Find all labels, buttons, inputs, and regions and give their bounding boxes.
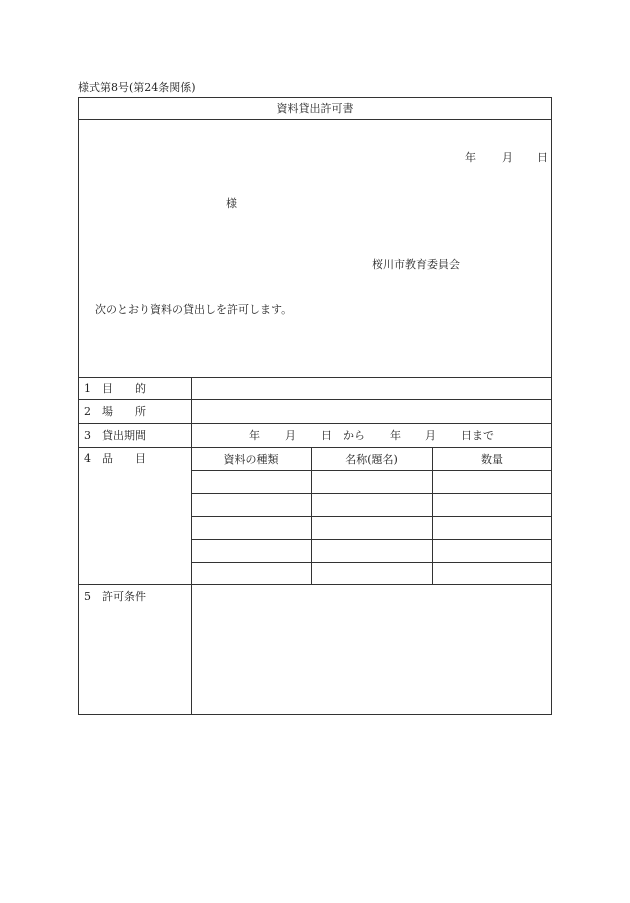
items-header-type: 資料の種類 — [223, 453, 279, 466]
period-end-day: 日まで — [461, 429, 494, 442]
label-column-divider — [191, 377, 192, 715]
items-grid-line — [191, 516, 552, 517]
row-divider — [78, 584, 552, 585]
issuer-name: 桜川市教育委員会 — [372, 258, 460, 271]
items-grid-line — [191, 470, 552, 471]
period-kara: から — [343, 429, 365, 442]
conditions-label: 許可条件 — [102, 590, 146, 603]
items-label: 品 目 — [102, 452, 146, 465]
row-number: 3 — [84, 429, 91, 442]
row-divider — [78, 447, 552, 448]
date-month-label: 月 — [502, 151, 513, 164]
row-divider — [78, 399, 552, 400]
permit-form-table — [78, 97, 552, 715]
form-number: 様式第8号(第24条関係) — [78, 81, 196, 94]
period-label: 貸出期間 — [102, 429, 146, 442]
row-number: 4 — [84, 452, 91, 465]
items-grid-column — [432, 447, 433, 584]
date-year-label: 年 — [465, 151, 476, 164]
addressee-suffix: 様 — [226, 197, 237, 210]
period-start-day: 日 — [321, 429, 332, 442]
period-end-month: 月 — [425, 429, 436, 442]
place-label: 場 所 — [102, 405, 146, 418]
date-day-label: 日 — [537, 151, 548, 164]
period-end-year: 年 — [390, 429, 401, 442]
row-divider — [78, 377, 552, 378]
period-start-year: 年 — [249, 429, 260, 442]
items-header-quantity: 数量 — [481, 453, 503, 466]
items-header-name: 名称(題名) — [345, 453, 398, 466]
items-grid-line — [191, 493, 552, 494]
row-divider — [78, 423, 552, 424]
items-grid-column — [311, 447, 312, 584]
form-title: 資料貸出許可書 — [276, 102, 354, 115]
period-start-month: 月 — [285, 429, 296, 442]
items-grid-line — [191, 539, 552, 540]
items-grid-line — [191, 562, 552, 563]
row-number: 1 — [84, 382, 91, 395]
permission-statement: 次のとおり資料の貸出しを許可します。 — [95, 303, 293, 316]
row-number: 5 — [84, 590, 91, 603]
purpose-label: 目 的 — [102, 382, 146, 395]
title-divider — [78, 119, 552, 120]
row-number: 2 — [84, 405, 91, 418]
